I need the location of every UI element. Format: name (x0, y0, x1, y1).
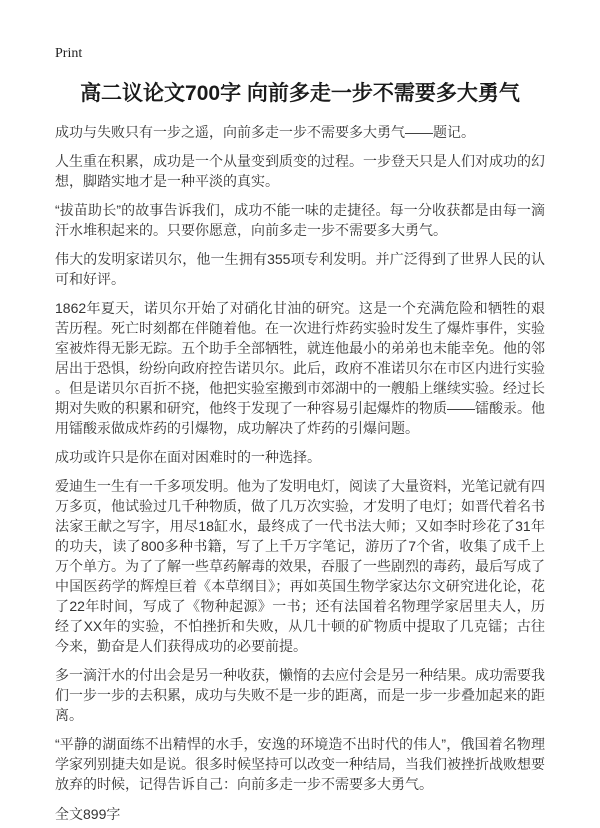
essay-paragraph-accumulation: 人生重在积累，成功是一个从量变到质变的过程。一步登天只是人们对成功的幻想，脚踏实地才是一种平淡的真实。 (55, 153, 545, 189)
page-title: 高二议论文700字 向前多走一步不需要多大勇气 (80, 82, 520, 105)
essay-paragraph-conclusion: “平静的湖面练不出精悍的水手，安逸的环境造不出时代的伟人”，俄国着名物理学家列别捷夫如是说。很多时候坚持可以改变一种结局，当我们被挫折战败想要放弃的时候，记得告诉自己：向前多走一步不需要多大勇气。 (55, 736, 545, 792)
word-count: 全文899字 (55, 806, 121, 822)
essay-paragraph-choice: 成功或许只是你在面对困难时的一种选择。 (55, 449, 321, 465)
essay-paragraph-edison-examples: 爱迪生一生有一千多项发明。他为了发明电灯，阅读了大量资料，光笔记就有四万多页，他试验过几千种物质，做了几万次实验，才发明了电灯；如晋代着名书法家王献之写字，用尽18缸水，最终成了一代书法大师；又如李时珍花了31年的功夫，读了800多种书籍，写了上千万字笔记，游历了7个省，收集了成千上万个单方。为了了解一些草药解毒的效果，吞服了一些剧烈的毒药，最后写成了中国医药学的辉煌巨着《本草纲目》；再如英国生物学家达尔文研究进化论，花了22年时间，写成了《物种起源》一书；还有法国着名物理学家居里夫人，历经了XX年的实验，不怕挫折和失败，从几十顿的矿物质中提取了几克镭；古往今来，勤奋是人们获得成功的必要前提。 (55, 478, 545, 654)
print-link[interactable]: Print (55, 46, 83, 61)
essay-paragraph-sweat: 多一滴汗水的付出会是另一种收获，懒惰的去应付会是另一种结果。成功需要我们一步一步的去积累，成功与失败不是一步的距离，而是一步一步叠加起来的距离。 (55, 667, 545, 723)
essay-paragraph-nobel-story: 1862年夏天，诺贝尔开始了对硝化甘油的研究。这是一个充满危险和牺牲的艰苦历程。死亡时刻都在伴随着他。在一次进行炸药实验时发生了爆炸事件，实验室被炸得无影无踪。五个助手全部牺牲，就连他最小的弟弟也未能幸免。他的邻居出于恐惧，纷纷向政府控告诺贝尔。此后，政府不准诺贝尔在市区内进行实验。但是诺贝尔百折不挠，他把实验室搬到市郊湖中的一艘船上继续实验。经过长期对失败的积累和研究，他终于发现了一种容易引起爆炸的物质——镭酸汞。他用镭酸汞做成炸药的引爆物，成功解决了炸药的引爆问题。 (55, 300, 545, 436)
essay-paragraph-nobel-intro: 伟大的发明家诺贝尔，他一生拥有355项专利发明。并广泛得到了世界人民的认可和好评。 (55, 251, 545, 287)
essay-paragraph-epigraph: 成功与失败只有一步之遥，向前多走一步不需要多大勇气——题记。 (55, 124, 475, 140)
essay-paragraph-bamiaozhuzhang: “拔苗助长”的故事告诉我们，成功不能一味的走捷径。每一分收获都是由每一滴汗水堆积起来的。只要你愿意，向前多走一步不需要多大勇气。 (55, 202, 545, 238)
